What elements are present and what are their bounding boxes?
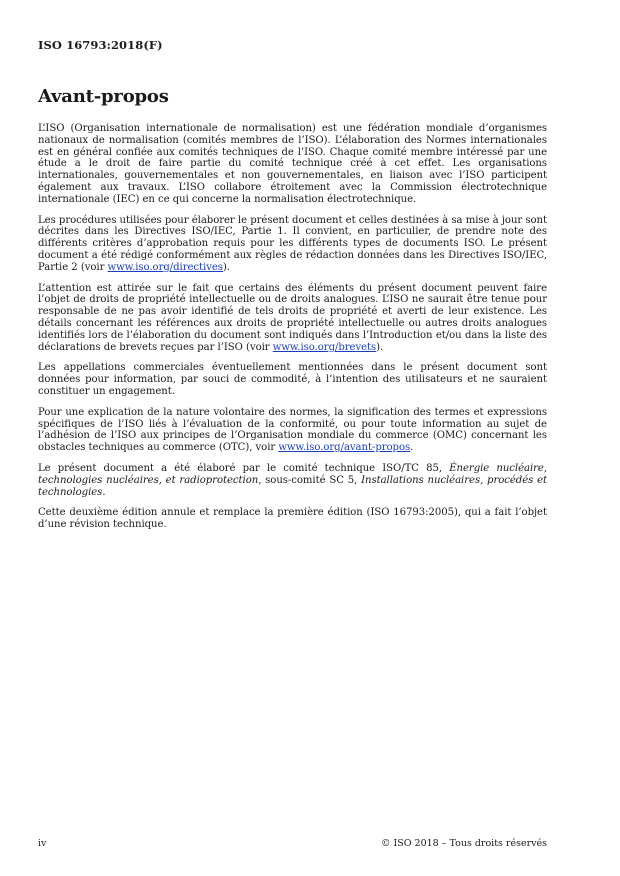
paragraph-procedures xyxy=(38,215,547,274)
paragraph-text: ). xyxy=(376,341,384,353)
paragraph-technical-committee xyxy=(38,463,547,498)
paragraph-text: L’ISO (Organisation internationale de normalisation) est une fédération mondiale d’organismes nationaux de normalisation (comités membres de l’ISO). L’élaboration des Normes internationales est en général confiée aux comités techniques de l’ISO. Chaque comité membre intéressé par une étude a le droit de faire partie du comité technique créé à cet effet. Les organisations internationales, gouvernementales et non gouvernementales, en liaison avec l’ISO participent également aux travaux. L’ISO collabore étroitement avec la Commission électrotechnique internationale (IEC) en ce qui concerne la normalisation électrotechnique. xyxy=(38,123,547,205)
foreword-body xyxy=(38,123,547,540)
paragraph-text: , sous-comité SC 5, xyxy=(258,474,362,486)
foreword-link[interactable]: www.iso.org/avant-propos xyxy=(278,442,411,454)
paragraph-text: . xyxy=(102,486,106,498)
page-title: Avant-propos xyxy=(38,86,169,107)
paragraph-text: Pour une explication de la nature volontaire des normes, la signification des termes et expressions spécifiques de l’ISO liés à l’évaluation de la conformité, ou pour toute information au sujet de l’adhésion de l’ISO aux principes de l’Organisation mondiale du commerce (OMC) concernant les obstacles techniques au commerce (OTC), voir xyxy=(38,406,547,454)
paragraph-iso-organisation xyxy=(38,123,547,206)
paragraph-text: . xyxy=(410,442,414,454)
directives-link[interactable]: www.iso.org/directives xyxy=(107,261,223,273)
paragraph-text: Les procédures utilisées pour élaborer le présent document et celles destinées à sa mise à jour sont décrites dans les Directives ISO/IEC, Partie 1. Il convient, en particulier, de prendre note des différents critères d’approbation requis pour les différents types de documents ISO. Le présent document a été rédigé conformément aux règles de rédaction données dans les Directives ISO/IEC, Partie 2 (voir xyxy=(38,214,547,273)
copyright-notice: © ISO 2018 – Tous droits réservés xyxy=(380,838,547,849)
paragraph-patent-rights xyxy=(38,283,547,354)
paragraph-trade-names xyxy=(38,362,547,397)
paragraph-text: Cette deuxième édition annule et remplace la première édition (ISO 16793:2005), qui a fait l’objet d’une révision technique. xyxy=(38,507,547,531)
paragraph-edition xyxy=(38,507,547,531)
page-number: iv xyxy=(38,838,47,849)
paragraph-text: Les appellations commerciales éventuellement mentionnées dans le présent document sont données pour information, par souci de commodité, à l’intention des utilisateurs et ne sauraient constituer un engagement. xyxy=(38,362,547,397)
document-id-header: ISO 16793:2018(F) xyxy=(38,38,163,52)
patents-link[interactable]: www.iso.org/brevets xyxy=(272,341,377,353)
paragraph-text: ). xyxy=(222,261,230,273)
subcommittee-title: Installations nucléaires, procédés et technologies xyxy=(38,474,547,498)
committee-title: Énergie nucléaire, technologies nucléaires, et radioprotection xyxy=(38,462,547,486)
paragraph-text: L’attention est attirée sur le fait que certains des éléments du présent document peuvent faire l’objet de droits de propriété intellectuelle ou de droits analogues. L’ISO ne saurait être tenue pour responsable de ne pas avoir identifié de tels droits de propriété et averti de leur existence. Les détails concernant les références aux droits de propriété intellectuelle ou autres droits analogues identifiés lors de l’élaboration du document sont indiqués dans l’Introduction et/ou dans la liste des déclarations de brevets reçues par l’ISO (voir xyxy=(38,282,547,353)
paragraph-text: Le présent document a été élaboré par le comité technique ISO/TC 85, xyxy=(38,462,450,474)
paragraph-voluntary-nature xyxy=(38,407,547,454)
